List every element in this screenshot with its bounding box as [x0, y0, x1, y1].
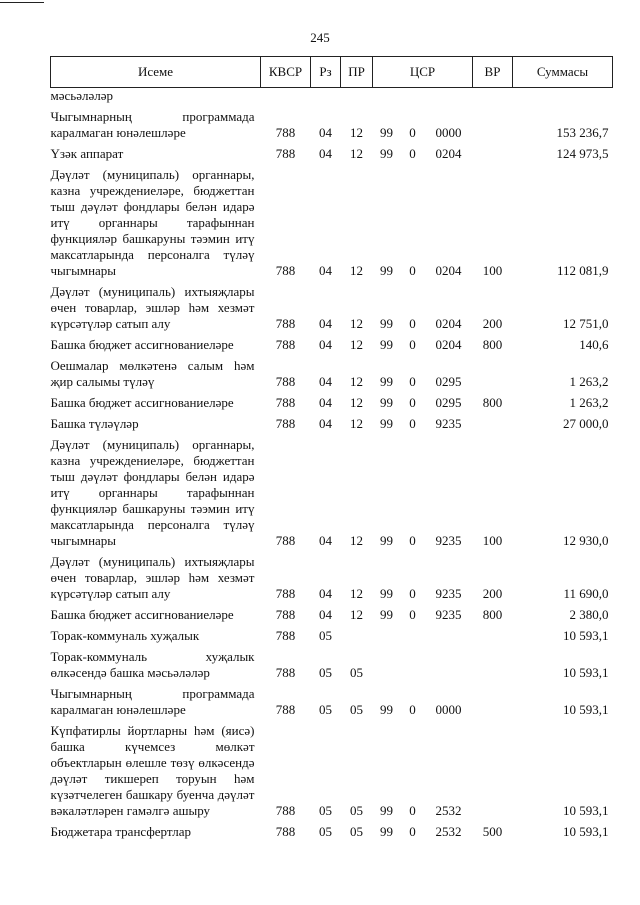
row-csr-program: 99	[380, 586, 393, 601]
table-row	[51, 415, 613, 436]
row-vr	[473, 722, 513, 823]
row-name: Үзәк аппарат	[50, 146, 124, 161]
row-csr-program: 99	[380, 125, 393, 140]
row-kvsr: 788	[275, 586, 296, 601]
row-pr: 12	[350, 416, 363, 431]
row-csr-direction: 9235	[435, 607, 462, 622]
row-rz	[311, 88, 341, 109]
row-pr: 12	[350, 263, 363, 278]
row-vr	[473, 108, 513, 145]
row-pr: 05	[350, 665, 363, 680]
row-csr-direction: 9235	[435, 586, 462, 601]
header-rz: Рз	[311, 57, 341, 88]
row-vr: 500	[482, 824, 503, 839]
row-rz: 04	[319, 316, 332, 331]
row-name: Бюджетара трансфертлар	[50, 824, 191, 839]
row-csr-program: 99	[380, 533, 393, 548]
row-kvsr: 788	[275, 374, 296, 389]
row-kvsr: 788	[275, 416, 296, 431]
row-rz: 05	[319, 628, 332, 643]
table-row	[51, 166, 613, 283]
header-pr: ПР	[341, 57, 373, 88]
row-csr-program: 99	[380, 146, 393, 161]
row-vr	[473, 627, 513, 648]
row-csr-program: 99	[380, 702, 393, 717]
row-sum: 12 751,0	[563, 316, 609, 331]
row-name: Күпфатирлы йортларны һәм (яисә) башка күчемсез мөлкәт объектларын өлешле төзү өлкәсендә дәүләт тикшереп торуын һәм күзәтчелеген башкару буенча дәүләт вәкаләтләрен гамәлгә ашыру	[50, 723, 255, 818]
row-csr-direction: 0295	[435, 395, 462, 410]
table-row	[51, 283, 613, 336]
row-name: Чыгымнарның программада каралмаган юнәлешләре	[50, 109, 255, 140]
row-csr-direction: 0000	[435, 125, 462, 140]
row-rz: 05	[319, 702, 332, 717]
row-name: Чыгымнарның программада каралмаган юнәлешләре	[50, 686, 255, 717]
table-row	[51, 648, 613, 685]
table-row	[51, 145, 613, 166]
table-row	[51, 823, 613, 844]
row-rz: 04	[319, 263, 332, 278]
row-csr-program: 99	[380, 337, 393, 352]
row-sum: 140,6	[579, 337, 609, 352]
row-kvsr	[261, 88, 311, 109]
row-sum: 1 263,2	[569, 395, 609, 410]
row-name: мәсьәләләр	[50, 88, 113, 103]
row-csr-subprogram: 0	[409, 803, 416, 818]
header-vr: ВР	[473, 57, 513, 88]
row-pr: 12	[350, 533, 363, 548]
row-csr-program: 99	[380, 416, 393, 431]
row-csr-program: 99	[380, 263, 393, 278]
row-kvsr: 788	[275, 263, 296, 278]
row-kvsr: 788	[275, 665, 296, 680]
table-row	[51, 606, 613, 627]
row-sum: 11 690,0	[563, 586, 609, 601]
row-csr-subprogram: 0	[409, 416, 416, 431]
row-csr-subprogram: 0	[409, 263, 416, 278]
row-kvsr: 788	[275, 628, 296, 643]
row-pr: 12	[350, 374, 363, 389]
row-csr-direction: 0204	[435, 337, 462, 352]
row-csr-subprogram: 0	[409, 374, 416, 389]
row-csr-program: 99	[380, 803, 393, 818]
corner-mark	[0, 2, 44, 3]
row-vr: 100	[482, 533, 503, 548]
row-csr-subprogram: 0	[409, 586, 416, 601]
row-rz: 04	[319, 416, 332, 431]
row-sum: 10 593,1	[563, 824, 609, 839]
row-csr-program	[373, 88, 401, 109]
row-rz: 04	[319, 607, 332, 622]
row-csr-subprogram: 0	[409, 824, 416, 839]
table-header-row	[51, 57, 613, 88]
header-sum: Суммасы	[513, 57, 613, 88]
row-sum: 10 593,1	[563, 628, 609, 643]
row-name: Дәүләт (муниципаль) органнары, казна учреждениеләре, бюджеттан тыш дәүләт фондлары белән идарә итү органнары тарафыннан функцияләр башкаруны тәэмин итү максатларында персоналга түләү чыгымнары	[50, 437, 255, 548]
row-sum: 27 000,0	[563, 416, 609, 431]
table-row	[51, 357, 613, 394]
row-csr-direction	[425, 648, 473, 685]
row-vr: 800	[482, 395, 503, 410]
row-vr: 200	[482, 316, 503, 331]
table-row	[51, 108, 613, 145]
budget-table	[50, 56, 613, 844]
row-kvsr: 788	[275, 702, 296, 717]
row-csr-subprogram: 0	[409, 395, 416, 410]
row-sum: 153 236,7	[556, 125, 609, 140]
row-kvsr: 788	[275, 316, 296, 331]
row-kvsr: 788	[275, 337, 296, 352]
row-csr-subprogram: 0	[409, 337, 416, 352]
row-rz: 04	[319, 337, 332, 352]
row-rz: 05	[319, 665, 332, 680]
row-name: Дәүләт (муниципаль) органнары, казна учреждениеләре, бюджеттан тыш дәүләт фондлары белән идарә итү органнары тарафыннан функцияләр башкаруны тәэмин итү максатларында персоналга түләү чыгымнары	[50, 167, 255, 278]
row-name: Торак-коммуналь хуҗалык	[50, 628, 200, 643]
row-rz: 05	[319, 824, 332, 839]
row-csr-subprogram: 0	[409, 316, 416, 331]
row-rz: 04	[319, 125, 332, 140]
row-vr	[473, 357, 513, 394]
row-vr	[473, 415, 513, 436]
row-rz: 04	[319, 533, 332, 548]
row-csr-subprogram: 0	[409, 702, 416, 717]
header-csr: ЦСР	[373, 57, 473, 88]
row-pr: 05	[350, 824, 363, 839]
row-csr-program	[373, 627, 401, 648]
row-name: Башка бюджет ассигнованиеләре	[50, 607, 234, 622]
row-csr-direction: 9235	[435, 533, 462, 548]
row-pr: 12	[350, 395, 363, 410]
row-csr-direction: 0204	[435, 146, 462, 161]
row-kvsr: 788	[275, 607, 296, 622]
row-sum: 10 593,1	[563, 803, 609, 818]
table-row	[51, 685, 613, 722]
row-pr: 12	[350, 337, 363, 352]
row-name: Башка бюджет ассигнованиеләре	[50, 337, 234, 352]
table-row	[51, 88, 613, 109]
page-number: 245	[310, 30, 330, 45]
row-csr-program: 99	[380, 316, 393, 331]
row-csr-subprogram: 0	[409, 125, 416, 140]
row-csr-direction: 2532	[435, 803, 462, 818]
row-kvsr: 788	[275, 146, 296, 161]
row-name: Оешмалар мөлкәтенә салым һәм җир салымы түләү	[50, 358, 255, 389]
row-csr-program: 99	[380, 374, 393, 389]
table-row	[51, 394, 613, 415]
row-kvsr: 788	[275, 533, 296, 548]
table-row	[51, 336, 613, 357]
row-name: Дәүләт (муниципаль) ихтыяҗлары өчен товарлар, эшләр һәм хезмәт күрсәтүләр сатып алу	[50, 554, 255, 601]
table-row	[51, 553, 613, 606]
row-kvsr: 788	[275, 824, 296, 839]
row-csr-program: 99	[380, 395, 393, 410]
row-rz: 04	[319, 395, 332, 410]
row-csr-direction: 9235	[435, 416, 462, 431]
row-kvsr: 788	[275, 125, 296, 140]
row-csr-direction	[425, 627, 473, 648]
row-csr-subprogram: 0	[409, 607, 416, 622]
row-sum: 10 593,1	[563, 665, 609, 680]
row-name: Дәүләт (муниципаль) ихтыяҗлары өчен товарлар, эшләр һәм хезмәт күрсәтүләр сатып алу	[50, 284, 255, 331]
row-vr: 100	[482, 263, 503, 278]
row-csr-direction: 2532	[435, 824, 462, 839]
row-vr	[473, 685, 513, 722]
row-sum: 2 380,0	[569, 607, 609, 622]
row-pr: 12	[350, 316, 363, 331]
row-csr-direction: 0295	[435, 374, 462, 389]
row-pr: 12	[350, 607, 363, 622]
row-vr: 200	[482, 586, 503, 601]
row-sum: 124 973,5	[556, 146, 609, 161]
row-kvsr: 788	[275, 395, 296, 410]
row-csr-program: 99	[380, 824, 393, 839]
row-pr: 12	[350, 586, 363, 601]
row-csr-direction: 0204	[435, 316, 462, 331]
row-csr-subprogram	[401, 648, 425, 685]
row-csr-program: 99	[380, 607, 393, 622]
row-pr: 05	[350, 803, 363, 818]
row-name: Башка бюджет ассигнованиеләре	[50, 395, 234, 410]
row-rz: 04	[319, 374, 332, 389]
row-sum: 12 930,0	[563, 533, 609, 548]
row-sum: 10 593,1	[563, 702, 609, 717]
table-row	[51, 436, 613, 553]
table-row	[51, 627, 613, 648]
row-vr: 800	[482, 337, 503, 352]
row-sum: 1 263,2	[569, 374, 609, 389]
row-name: Башка түләүләр	[50, 416, 139, 431]
row-csr-subprogram	[401, 88, 425, 109]
row-pr	[341, 627, 373, 648]
row-csr-direction: 0204	[435, 263, 462, 278]
row-csr-subprogram: 0	[409, 533, 416, 548]
row-sum: 112 081,9	[556, 263, 609, 278]
row-pr	[341, 88, 373, 109]
row-csr-program	[373, 648, 401, 685]
row-csr-subprogram: 0	[409, 146, 416, 161]
row-vr: 800	[482, 607, 503, 622]
header-kvsr: КВСР	[261, 57, 311, 88]
row-pr: 12	[350, 146, 363, 161]
table-row	[51, 722, 613, 823]
row-csr-direction	[425, 88, 473, 109]
row-vr	[473, 145, 513, 166]
row-csr-direction: 0000	[435, 702, 462, 717]
row-pr: 12	[350, 125, 363, 140]
row-csr-subprogram	[401, 627, 425, 648]
row-rz: 04	[319, 586, 332, 601]
row-vr	[473, 88, 513, 109]
row-rz: 05	[319, 803, 332, 818]
row-sum	[513, 88, 613, 109]
row-rz: 04	[319, 146, 332, 161]
row-vr	[473, 648, 513, 685]
row-name: Торак-коммуналь хуҗалык өлкәсендә башка мәсьәләләр	[50, 649, 255, 680]
row-pr: 05	[350, 702, 363, 717]
header-name: Исеме	[51, 57, 261, 88]
row-kvsr: 788	[275, 803, 296, 818]
table-body	[51, 88, 613, 845]
